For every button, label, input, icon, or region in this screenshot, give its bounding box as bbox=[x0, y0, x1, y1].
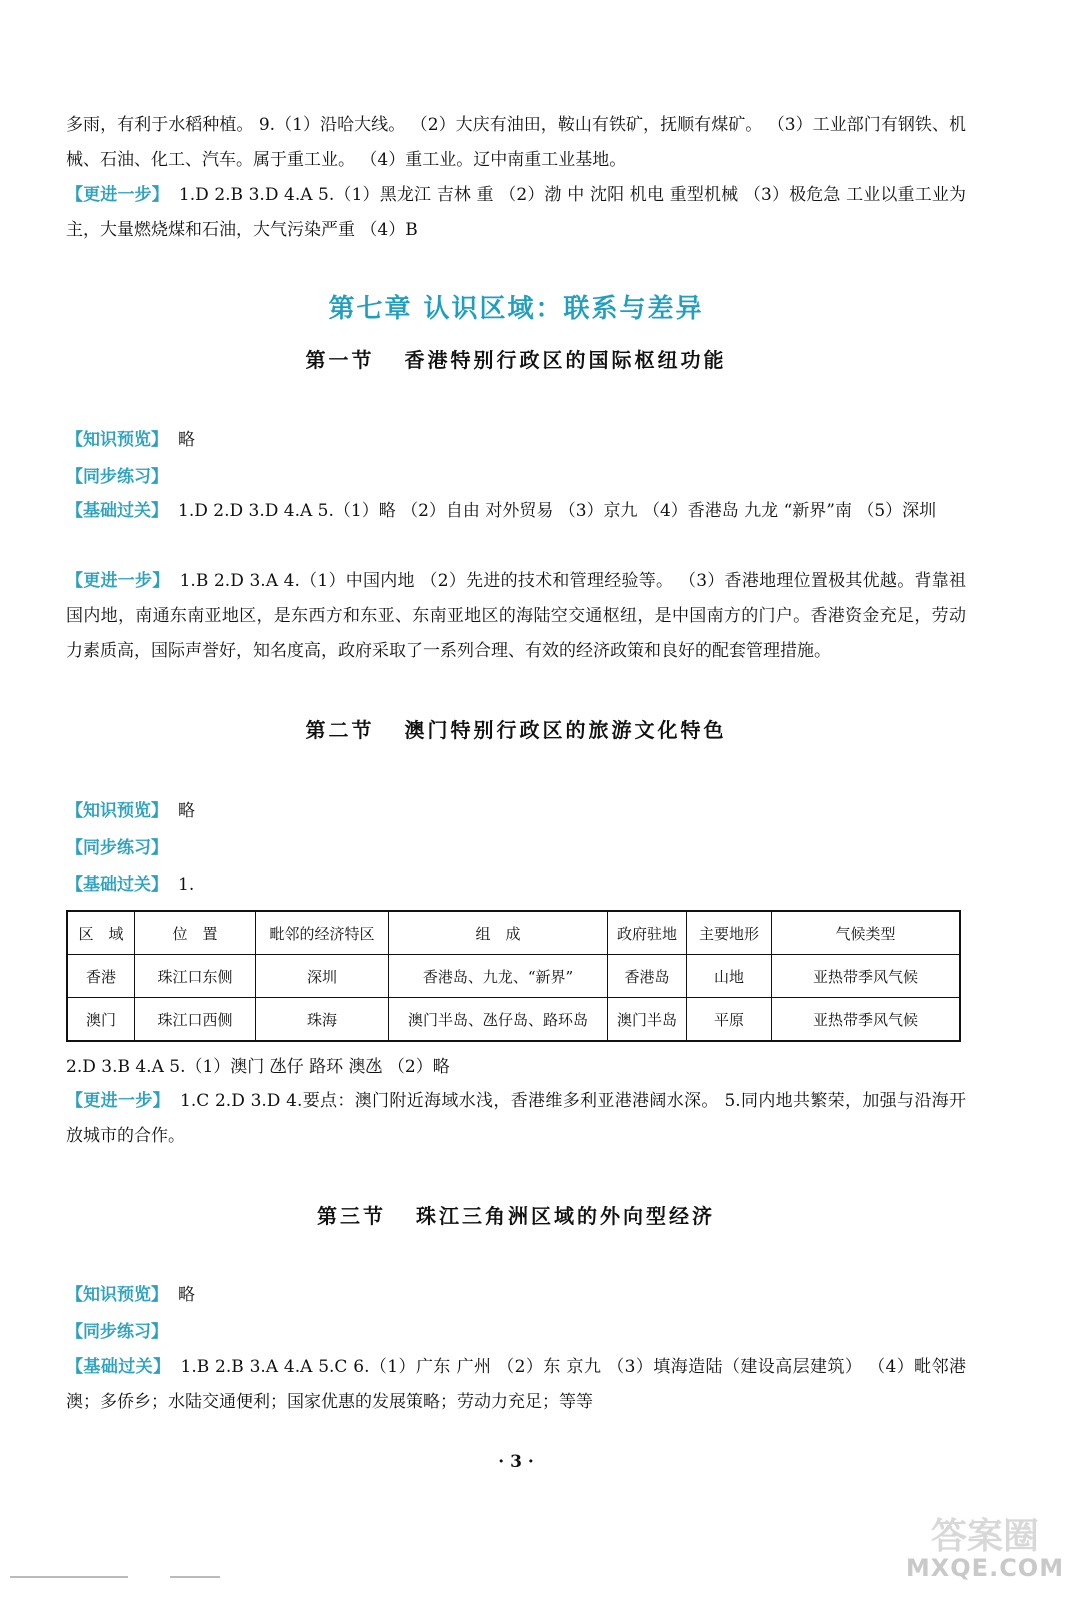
table-header-cell: 政府驻地 bbox=[608, 911, 687, 955]
table-cell: 山地 bbox=[687, 955, 772, 998]
section-3-title: 第三节 珠江三角洲区域的外向型经济 bbox=[317, 1204, 715, 1228]
watermark-site: MXQE.COM bbox=[905, 1554, 1065, 1582]
document-page bbox=[66, 0, 966, 1600]
table-cell: 深圳 bbox=[256, 955, 389, 998]
table-header-cell: 位 置 bbox=[135, 911, 256, 955]
section-1-title: 第一节 香港特别行政区的国际枢纽功能 bbox=[305, 348, 727, 372]
table-cell: 珠江口西侧 bbox=[135, 998, 256, 1042]
table-cell: 香港岛 bbox=[608, 955, 687, 998]
sync-practice-line: 【同步练习】 bbox=[66, 467, 168, 487]
basic-pass-paragraph: 【基础过关】 1.D 2.D 3.D 4.A 5.（1）略 （2）自由 对外贸易 （3）京九 （4）香港岛 九龙 “新界”南 （5）深圳 bbox=[66, 501, 937, 521]
table-cell: 澳门半岛、氹仔岛、路环岛 bbox=[389, 998, 608, 1042]
watermark-brand: 答案圈 bbox=[930, 1516, 1039, 1557]
table-cell: 平原 bbox=[687, 998, 772, 1042]
section-tag: 【更进一步】 bbox=[66, 185, 169, 205]
basic-pass-paragraph: 【基础过关】 1.B 2.B 3.A 4.A 5.C 6.（1）广东 广州 （2）东 京九 （3）填海造陆（建设高层建筑） （4）毗邻港澳；多侨乡；水陆交通便利；国家优惠的发展策略；劳动力充足；等等 bbox=[66, 1357, 966, 1412]
table-cell: 澳门半岛 bbox=[608, 998, 687, 1042]
sync-practice-line: 【同步练习】 bbox=[66, 838, 168, 858]
table-cell: 亚热带季风气候 bbox=[772, 998, 961, 1042]
scan-artifact-line bbox=[170, 1576, 220, 1578]
scan-artifact-line bbox=[10, 1576, 128, 1578]
table-header-cell: 毗邻的经济特区 bbox=[256, 911, 389, 955]
table-header-row bbox=[67, 911, 960, 955]
sync-practice-line: 【同步练习】 bbox=[66, 1322, 168, 1342]
table-header-cell: 气候类型 bbox=[772, 911, 961, 955]
table-cell: 亚热带季风气候 bbox=[772, 955, 961, 998]
further-step-paragraph: 【更进一步】 1.B 2.D 3.A 4.（1）中国内地 （2）先进的技术和管理经验等。 （3）香港地理位置极其优越。背靠祖国内地，南通东南亚地区，是东西方和东亚、东南亚地区的海陆空交通枢纽，是中国南方的门户。香港资金充足，劳动力素质高，国际声誉好，知名度高，政府采取了一系列合理、有效的经济政策和良好的配套管理措施。 bbox=[66, 571, 966, 661]
table-cell: 香港岛、九龙、“新界” bbox=[389, 955, 608, 998]
section-2-title: 第二节 澳门特别行政区的旅游文化特色 bbox=[305, 718, 727, 742]
table-row bbox=[67, 955, 960, 998]
knowledge-preview-line: 【知识预览】 略 bbox=[66, 1285, 195, 1305]
table-header-cell: 区 域 bbox=[67, 911, 135, 955]
table-header-cell: 主要地形 bbox=[687, 911, 772, 955]
knowledge-preview-line: 【知识预览】 略 bbox=[66, 430, 195, 450]
page-number: · 3 · bbox=[498, 1452, 534, 1472]
table-cell: 珠江口东侧 bbox=[135, 955, 256, 998]
further-step-paragraph: 【更进一步】 1.C 2.D 3.D 4.要点：澳门附近海域水浅，香港维多利亚港港阔水深。 5.同内地共繁荣，加强与沿海开放城市的合作。 bbox=[66, 1091, 967, 1146]
continuation-paragraph: 多雨，有利于水稻种植。 9.（1）沿哈大线。 （2）大庆有油田，鞍山有铁矿，抚顺有煤矿。 （3）工业部门有钢铁、机械、石油、化工、汽车。属于重工业。 （4）重工业。辽中南重工业基地。 bbox=[66, 115, 966, 170]
table-cell: 香港 bbox=[67, 955, 135, 998]
table-header-cell: 组 成 bbox=[389, 911, 608, 955]
region-comparison-table bbox=[66, 910, 961, 1042]
chapter-title: 第七章 认识区域：联系与差异 bbox=[328, 294, 704, 324]
basic-pass-line: 【基础过关】 1. bbox=[66, 875, 195, 895]
table-cell: 珠海 bbox=[256, 998, 389, 1042]
table-row bbox=[67, 998, 960, 1042]
watermark-logo bbox=[903, 1508, 1067, 1588]
answers-line: 2.D 3.B 4.A 5.（1）澳门 氹仔 路环 澳氹 （2）略 bbox=[66, 1057, 450, 1077]
table-cell: 澳门 bbox=[67, 998, 135, 1042]
knowledge-preview-line: 【知识预览】 略 bbox=[66, 801, 195, 821]
further-step-paragraph: 【更进一步】 1.D 2.B 3.D 4.A 5.（1）黑龙江 吉林 重 （2）渤 中 沈阳 机电 重型机械 （3）极危急 工业以重工业为主，大量燃烧煤和石油，大气污染严重 （4）B bbox=[66, 185, 967, 240]
